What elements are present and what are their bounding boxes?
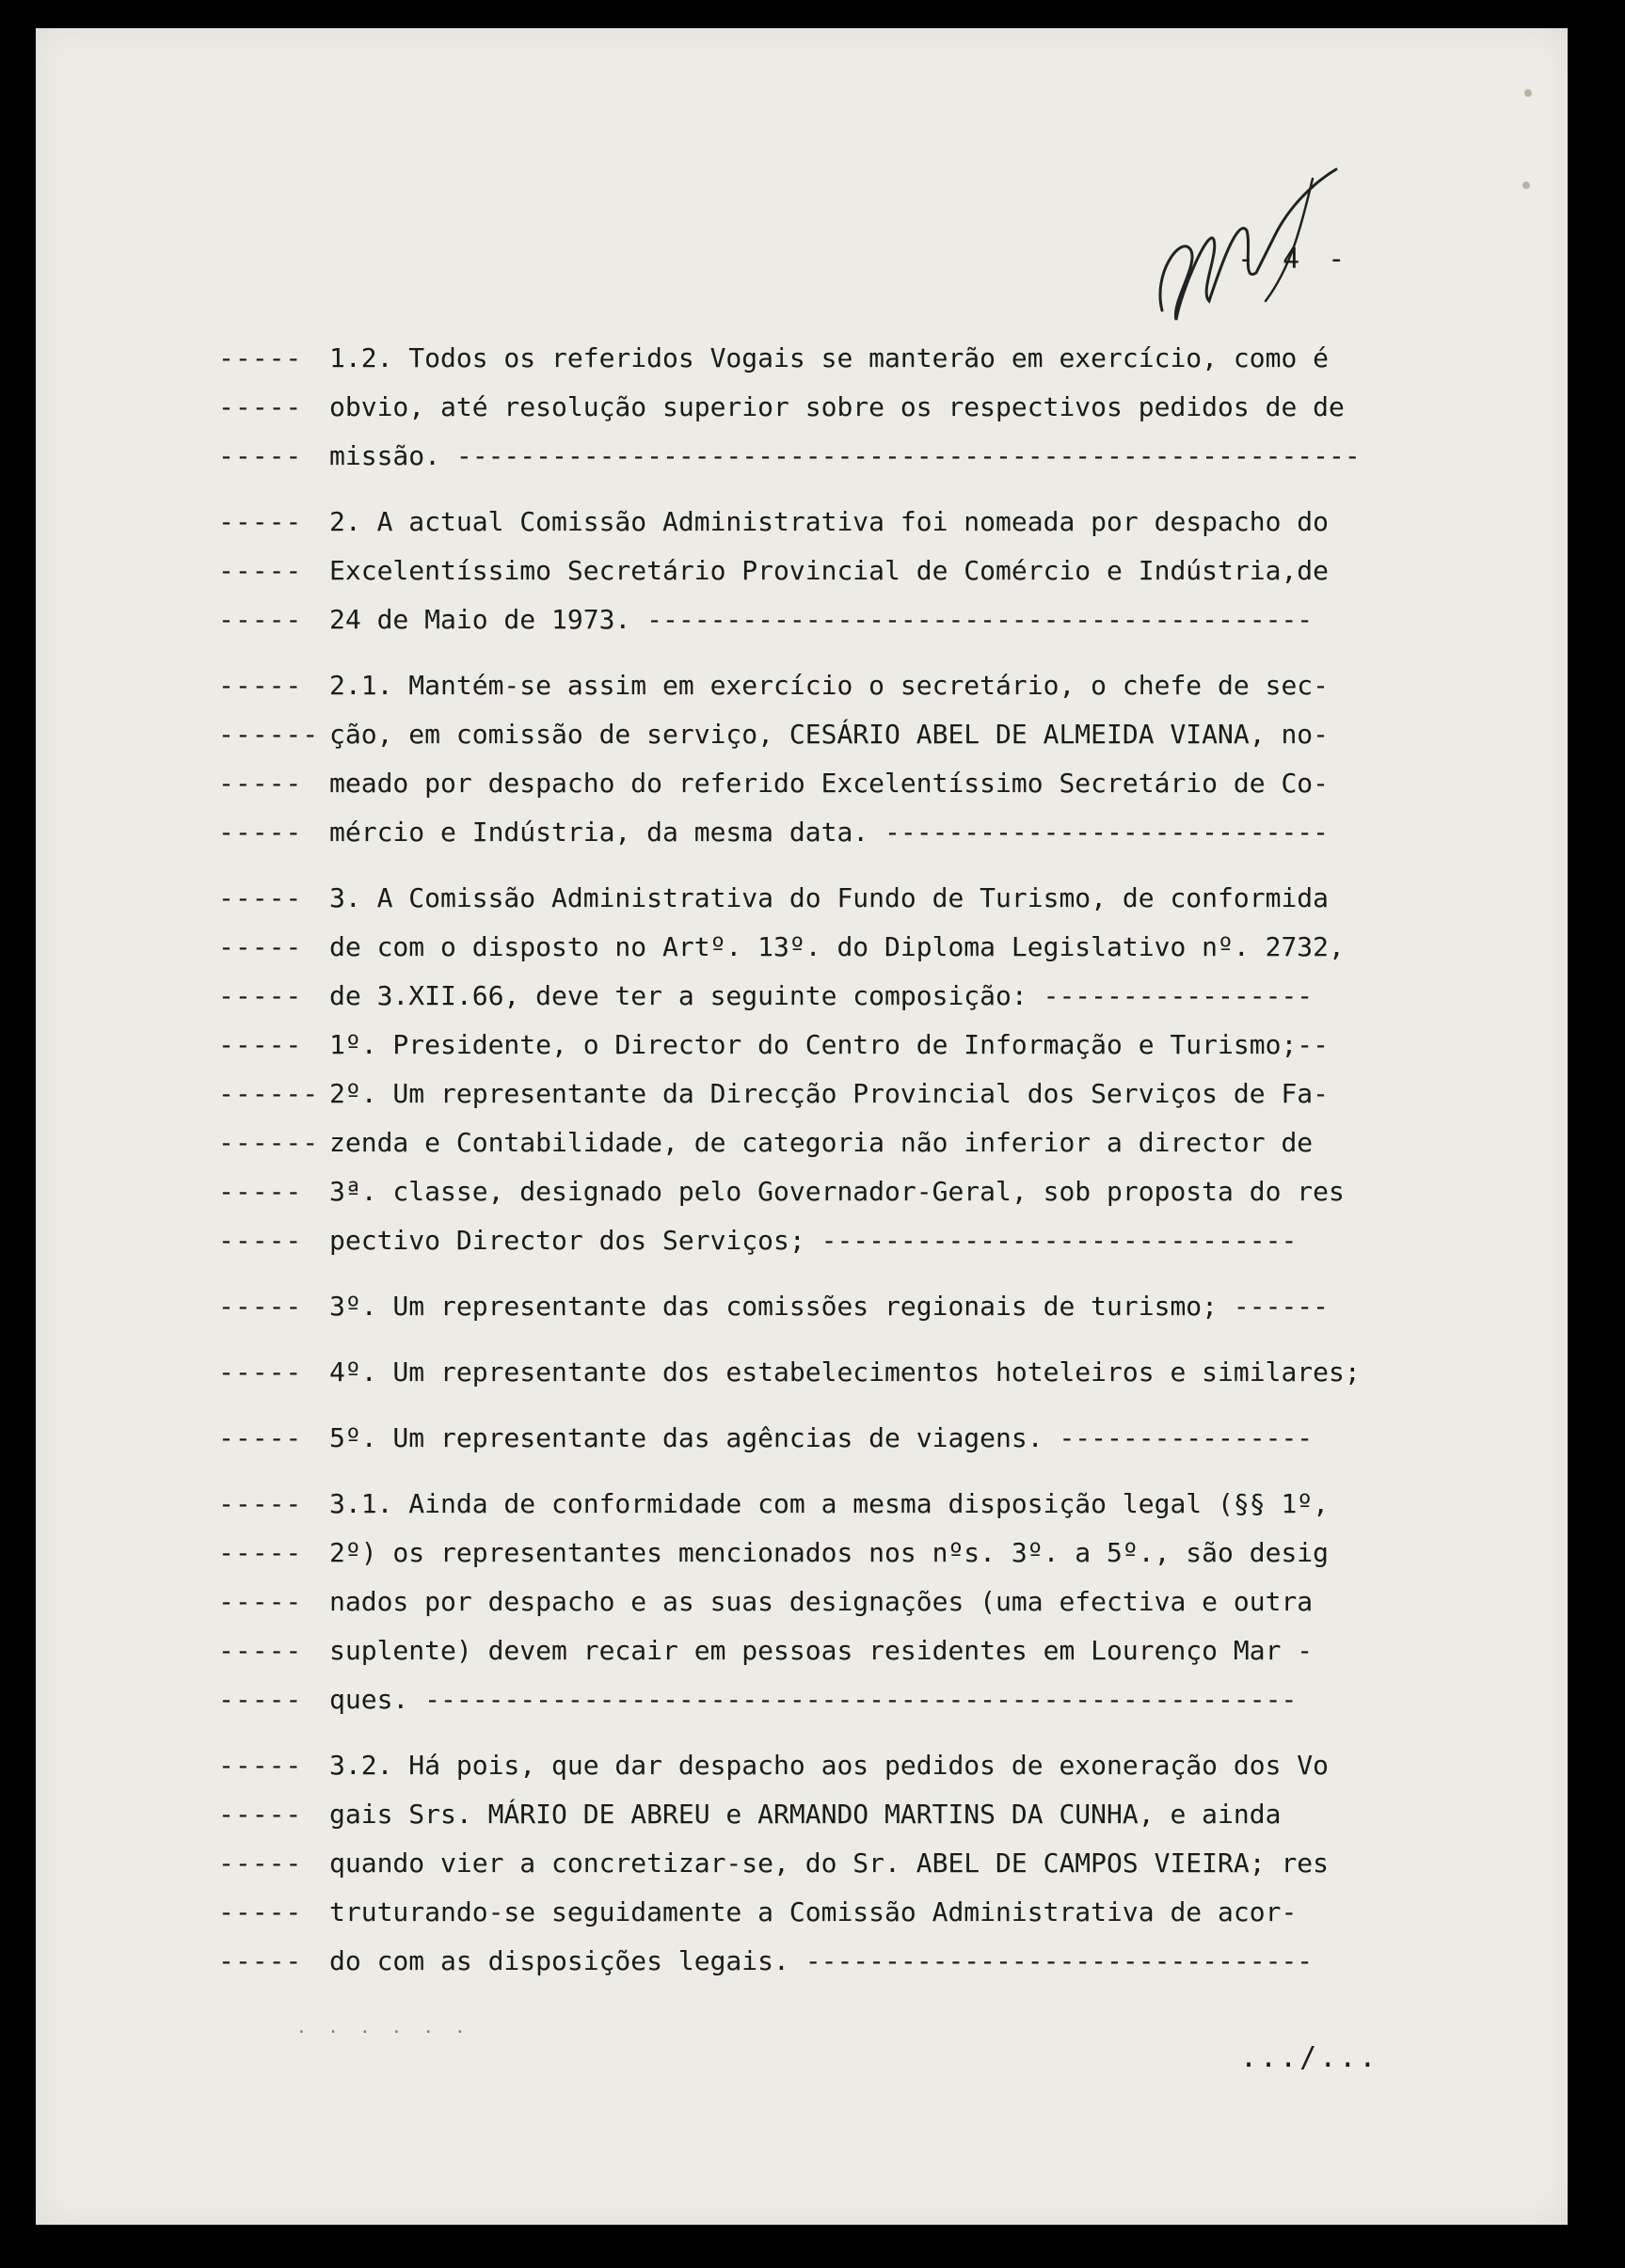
page-number: - 4 - (1237, 243, 1351, 276)
line-text: meado por despacho do referido Excelentíssimo Secretário de Co- (329, 768, 1330, 799)
text-line (218, 1839, 1404, 1888)
line-dash-prefix: ----- (218, 817, 303, 848)
line-text: de com o disposto no Artº. 13º. do Diploma Legislativo nº. 2732, (329, 931, 1345, 962)
paragraph (218, 1348, 1404, 1397)
line-dash-prefix: ----- (218, 670, 303, 701)
text-line (218, 1888, 1404, 1937)
paragraph (218, 874, 1404, 1265)
text-line (218, 759, 1404, 808)
text-line (218, 1529, 1404, 1578)
line-dash-prefix: ----- (218, 1029, 303, 1060)
line-dash-prefix: ----- (218, 1225, 303, 1256)
text-line (218, 874, 1404, 923)
line-text: 2.1. Mantém-se assim em exercício o secretário, o chefe de sec- (329, 670, 1330, 701)
line-text: pectivo Director dos Serviços; ------------------------------ (329, 1225, 1298, 1256)
text-line (218, 972, 1404, 1021)
paragraph (218, 498, 1404, 644)
paragraph (218, 661, 1404, 857)
text-line (218, 1118, 1404, 1167)
line-dash-prefix: ----- (218, 391, 303, 422)
line-text: 2. A actual Comissão Administrativa foi nomeada por despacho do (329, 506, 1330, 537)
text-line (218, 1070, 1404, 1118)
line-text: 2º. Um representante da Direcção Provincial dos Serviços de Fa- (329, 1078, 1330, 1109)
text-line (218, 1414, 1404, 1463)
text-line (218, 1021, 1404, 1070)
line-text: 5º. Um representante das agências de viagens. ---------------- (329, 1422, 1314, 1453)
text-line (218, 1167, 1404, 1216)
text-line (218, 661, 1404, 710)
paragraph (218, 334, 1404, 481)
line-dash-prefix: ----- (218, 604, 303, 635)
line-text: suplente) devem recair em pessoas residentes em Lourenço Mar - (329, 1635, 1314, 1666)
line-dash-prefix: ----- (218, 1537, 303, 1568)
line-dash-prefix: ----- (218, 1799, 303, 1830)
punch-hole-mark (1522, 182, 1530, 189)
line-dash-prefix: ----- (218, 1488, 303, 1519)
line-text: obvio, até resolução superior sobre os respectivos pedidos de de (329, 391, 1345, 422)
document-body (218, 334, 1404, 2003)
line-dash-prefix: ----- (218, 1750, 303, 1781)
line-text: 3º. Um representante das comissões regionais de turismo; ------ (329, 1291, 1330, 1322)
text-line (218, 595, 1404, 644)
paragraph (218, 1741, 1404, 1986)
line-text: 3. A Comissão Administrativa do Fundo de Turismo, de conformida (329, 882, 1330, 913)
text-line (218, 1348, 1404, 1397)
text-line (218, 1578, 1404, 1626)
line-dash-prefix: ------ (218, 719, 320, 750)
text-line (218, 334, 1404, 383)
line-dash-prefix: ----- (218, 342, 303, 373)
text-line (218, 498, 1404, 547)
text-line (218, 808, 1404, 857)
line-dash-prefix: ------ (218, 1127, 320, 1158)
line-dash-prefix: ----- (218, 1176, 303, 1207)
line-dash-prefix: ----- (218, 1586, 303, 1617)
line-text: 3.1. Ainda de conformidade com a mesma disposição legal (§§ 1º, (329, 1488, 1330, 1519)
text-line (218, 1626, 1404, 1675)
text-line (218, 1790, 1404, 1839)
line-dash-prefix: ----- (218, 555, 303, 586)
text-line (218, 432, 1404, 481)
line-dash-prefix: ----- (218, 1945, 303, 1976)
line-dash-prefix: ----- (218, 1635, 303, 1666)
line-text: Excelentíssimo Secretário Provincial de Comércio e Indústria,de (329, 555, 1330, 586)
text-line (218, 1216, 1404, 1265)
line-dash-prefix: ----- (218, 768, 303, 799)
text-line (218, 383, 1404, 432)
continuation-mark: .../... (1240, 2041, 1379, 2074)
line-dash-prefix: ----- (218, 1356, 303, 1388)
line-text: quando vier a concretizar-se, do Sr. ABEL DE CAMPOS VIEIRA; res (329, 1848, 1330, 1879)
line-text: ção, em comissão de serviço, CESÁRIO ABEL DE ALMEIDA VIANA, no- (329, 719, 1330, 750)
paragraph (218, 1480, 1404, 1724)
line-dash-prefix: ----- (218, 931, 303, 962)
line-text: de 3.XII.66, deve ter a seguinte composição: ----------------- (329, 980, 1314, 1011)
line-dash-prefix: ----- (218, 882, 303, 913)
line-dash-prefix: ----- (218, 440, 303, 471)
line-text: 24 de Maio de 1973. ------------------------------------------ (329, 604, 1314, 635)
paragraph (218, 1414, 1404, 1463)
line-text: ques. ------------------------------------------------------- (329, 1684, 1298, 1715)
line-text: zenda e Contabilidade, de categoria não inferior a director de (329, 1127, 1314, 1158)
line-text: 4º. Um representante dos estabelecimentos hoteleiros e similares; (329, 1356, 1361, 1388)
line-dash-prefix: ----- (218, 1291, 303, 1322)
text-line (218, 923, 1404, 972)
line-text: 3.2. Há pois, que dar despacho aos pedidos de exoneração dos Vo (329, 1750, 1330, 1781)
line-text: 2º) os representantes mencionados nos nºs. 3º. a 5º., são desig (329, 1537, 1330, 1568)
paper-specks: · · · · · · (296, 2022, 471, 2042)
line-text: mércio e Indústria, da mesma data. ---------------------------- (329, 817, 1330, 848)
text-line (218, 710, 1404, 759)
line-dash-prefix: ----- (218, 1422, 303, 1453)
text-line (218, 1741, 1404, 1790)
line-text: missão. --------------------------------------------------------- (329, 440, 1361, 471)
text-line (218, 547, 1404, 595)
text-line (218, 1937, 1404, 1986)
line-dash-prefix: ----- (218, 1684, 303, 1715)
paragraph (218, 1282, 1404, 1331)
line-dash-prefix: ------ (218, 1078, 320, 1109)
line-text: nados por despacho e as suas designações (uma efectiva e outra (329, 1586, 1314, 1617)
line-text: do com as disposições legais. -------------------------------- (329, 1945, 1314, 1976)
punch-hole-mark (1524, 89, 1532, 97)
line-text: truturando-se seguidamente a Comissão Administrativa de acor- (329, 1896, 1298, 1927)
line-text: 1º. Presidente, o Director do Centro de Informação e Turismo;-- (329, 1029, 1330, 1060)
line-dash-prefix: ----- (218, 980, 303, 1011)
text-line (218, 1282, 1404, 1331)
line-dash-prefix: ----- (218, 1896, 303, 1927)
text-line (218, 1675, 1404, 1724)
text-line (218, 1480, 1404, 1529)
line-dash-prefix: ----- (218, 506, 303, 537)
line-dash-prefix: ----- (218, 1848, 303, 1879)
line-text: 3ª. classe, designado pelo Governador-Geral, sob proposta do res (329, 1176, 1345, 1207)
line-text: gais Srs. MÁRIO DE ABREU e ARMANDO MARTINS DA CUNHA, e ainda (329, 1799, 1282, 1830)
line-text: 1.2. Todos os referidos Vogais se manterão em exercício, como é (329, 342, 1330, 373)
